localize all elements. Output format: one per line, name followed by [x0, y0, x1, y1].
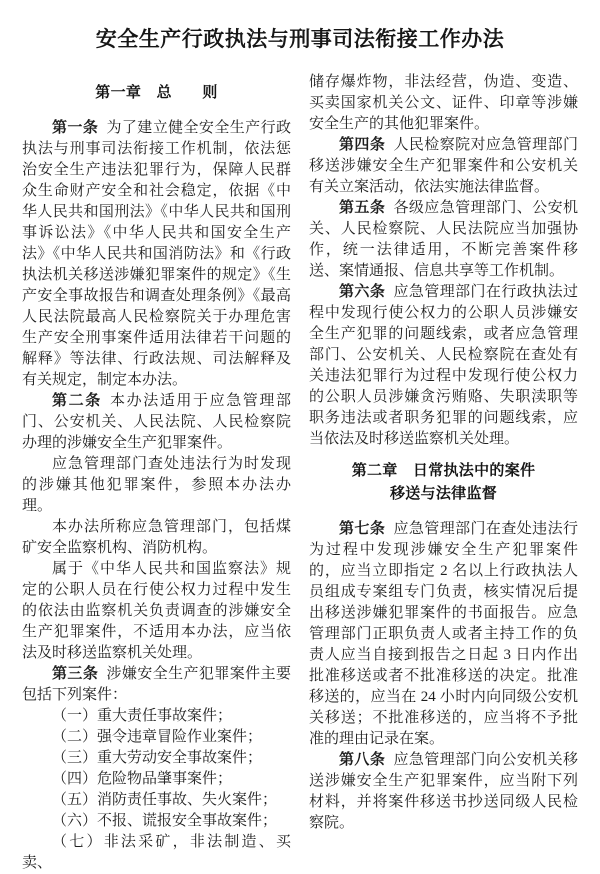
- article-number: 第二条: [52, 393, 102, 409]
- article-number: 第四条: [339, 137, 386, 153]
- article-number: 第七条: [339, 521, 386, 537]
- paragraph-text: （五）消防责任事故、失火案件；: [52, 792, 278, 808]
- paragraph-text: 为了建立健全安全生产行政执法与刑事司法衔接工作机制，依法惩治安全生产违法犯罪行为，保障人民群众生命财产安全和社会稳定，依据《中华人民共和国刑法》《中华人民共和国刑事诉讼法》《中华人民共和国安全生产法》《中华人民共和国消防法》和《行政执法机关移送涉嫌犯罪案件的规定》《生产安全事故报告和调查处理条例》《最高人民法院最高人民检察院关于办理危害生产安全刑事案件适用法律若干问题的解释》等法律、行政法规、司法解释及有关规定，制定本办法。: [22, 120, 291, 388]
- article-paragraph: [309, 519, 578, 750]
- article-number: 第八条: [339, 752, 386, 768]
- paragraph-text: 属于《中华人民共和国监察法》规定的公职人员在行使公权力过程中发生的依法由监察机关负责调查的涉嫌安全生产犯罪案件，不适用本办法，应当依法及时移送监察机关处理。: [22, 561, 291, 661]
- paragraph-text: 储存爆炸物，非法经营，伪造、变造、买卖国家机关公文、证件、印章等涉嫌安全生产的其他犯罪案件。: [309, 74, 578, 132]
- chapter-heading-line: 移送与法律监督: [389, 485, 498, 502]
- chapter-heading: [309, 459, 578, 505]
- list-item: [22, 727, 291, 748]
- paragraph-text: （三）重大劳动安全事故案件；: [52, 750, 263, 766]
- paragraph-text: 各级应急管理部门、公安机关、人民检察院、人民法院应当加强协作，统一法律适用，不断完善案件移送、案情通报、信息共享等工作机制。: [309, 200, 578, 279]
- list-item: [22, 706, 291, 727]
- chapter-heading-line: 第二章 日常执法中的案件: [351, 462, 536, 479]
- paragraph: [22, 517, 291, 559]
- paragraph-text: 本办法适用于应急管理部门、公安机关、人民法院、人民检察院办理的涉嫌安全生产犯罪案件。: [22, 393, 291, 451]
- article-paragraph: [309, 135, 578, 198]
- paragraph-text: （四）危险物品肇事案件；: [52, 771, 233, 787]
- paragraph: [22, 559, 291, 664]
- chapter-heading: [22, 81, 291, 104]
- paragraph-text: 人民检察院对应急管理部门移送涉嫌安全生产犯罪案件和公安机关有关立案活动，依法实施法律监督。: [309, 137, 578, 195]
- paragraph-text: 应急管理部门在查处违法行为过程中发现涉嫌安全生产犯罪案件的，应当立即指定 2 名以上行政执法人员组成专案组专门负责，核实情况后提出移送涉嫌犯罪案件的书面报告。应急管理部门正职负责人或者主持工作的负责人应当自接到报告之日起 3 日内作出批准移送或者不批准移送的决定。批准移送的，应当在 24 小时内向同级公安机关移送；不批准移送的，应当将不予批准的理由记录在案。: [309, 521, 578, 747]
- two-column-layout: [0, 72, 600, 874]
- list-item: [22, 790, 291, 811]
- article-paragraph: [22, 664, 291, 706]
- article-number: 第一条: [52, 120, 99, 136]
- right-column: [309, 72, 578, 874]
- article-paragraph: [309, 282, 578, 450]
- list-item: [22, 769, 291, 790]
- list-item: [22, 832, 291, 874]
- article-paragraph: [22, 391, 291, 454]
- article-number: 第五条: [339, 200, 386, 216]
- chapter-heading-line: 第一章 总 则: [95, 84, 218, 101]
- paragraph-text: （六）不报、谎报安全事故案件；: [52, 813, 278, 829]
- paragraph: [22, 454, 291, 517]
- paragraph-text: 应急管理部门向公安机关移送涉嫌安全生产犯罪案件，应当附下列材料，并将案件移送书抄送同级人民检察院。: [309, 752, 578, 831]
- article-paragraph: [309, 198, 578, 282]
- continuation-paragraph: [309, 72, 578, 135]
- paragraph-text: 涉嫌安全生产犯罪案件主要包括下列案件：: [22, 666, 291, 703]
- list-item: [22, 748, 291, 769]
- article-number: 第三条: [52, 666, 99, 682]
- left-column: [22, 72, 291, 874]
- paragraph-text: 本办法所称应急管理部门，包括煤矿安全监察机构、消防机构。: [22, 519, 291, 556]
- list-item: [22, 811, 291, 832]
- paragraph-text: 应急管理部门查处违法行为时发现的涉嫌其他犯罪案件，参照本办法办理。: [22, 456, 291, 514]
- paragraph-text: （七）非法采矿，非法制造、买卖、: [22, 834, 291, 871]
- article-paragraph: [309, 750, 578, 834]
- paragraph-text: （一）重大责任事故案件；: [52, 708, 233, 724]
- paragraph-text: （二）强令违章冒险作业案件；: [52, 729, 263, 745]
- paragraph-text: 应急管理部门在行政执法过程中发现行使公权力的公职人员涉嫌安全生产犯罪的问题线索，或者应急管理部门、公安机关、人民检察院在查处有关违法犯罪行为过程中发现行使公权力的公职人员涉嫌贪污贿赂、失职渎职等职务违法或者职务犯罪的问题线索，应当依法及时移送监察机关处理。: [309, 284, 578, 447]
- article-paragraph: [22, 118, 291, 391]
- document-title: 安全生产行政执法与刑事司法衔接工作办法: [95, 27, 505, 51]
- article-number: 第六条: [339, 284, 386, 300]
